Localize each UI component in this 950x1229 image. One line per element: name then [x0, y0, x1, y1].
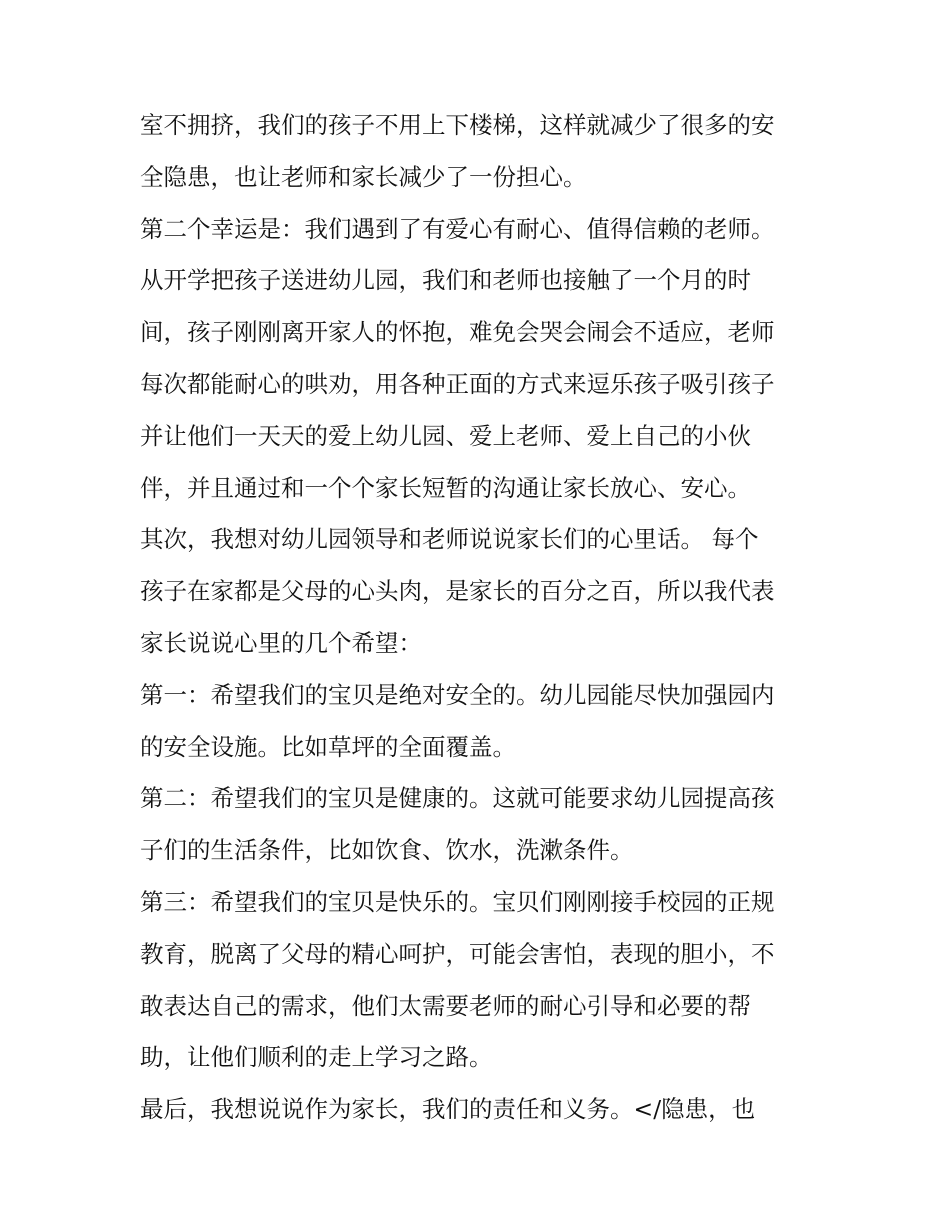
- text-line: 子们的生活条件，比如饮食、饮水，洗漱条件。: [140, 836, 634, 865]
- document-body: [140, 100, 820, 1136]
- text-line: 家长说说心里的几个希望：: [140, 628, 422, 657]
- text-line: 全隐患，也让老师和家长减少了一份担心。: [140, 162, 587, 191]
- text-line: 室不拥挤，我们的孩子不用上下楼梯，这样就减少了很多的安: [140, 111, 775, 139]
- text-line: 敢表达自己的需求，他们太需要老师的耐心引导和必要的帮: [140, 991, 751, 1020]
- text-line: 第一：希望我们的宝贝是绝对安全的。幼儿园能尽快加强园内: [140, 680, 775, 709]
- text-line: 第二个幸运是：我们遇到了有爱心有耐心、值得信赖的老师。: [140, 214, 775, 243]
- text-line: 伴，并且通过和一个个家长短暂的沟通让家长放心、安心。: [140, 473, 751, 502]
- text-line: 第三：希望我们的宝贝是快乐的。宝贝们刚刚接手校园的正规: [140, 887, 775, 916]
- text-line: 孩子在家都是父母的心头肉，是家长的百分之百，所以我代表: [140, 577, 775, 606]
- text-line: 第二：希望我们的宝贝是健康的。这就可能要求幼儿园提高孩: [140, 784, 775, 813]
- text-line: 的安全设施。比如草坪的全面覆盖。: [140, 732, 516, 761]
- text-line: 每次都能耐心的哄劝，用各种正面的方式来逗乐孩子吸引孩子: [140, 369, 775, 398]
- text-line: 助，让他们顺利的走上学习之路。: [140, 1043, 493, 1072]
- text-line: 其次，我想对幼儿园领导和老师说说家长们的心里话。 每个: [140, 525, 759, 554]
- text-line: 从开学把孩子送进幼儿园，我们和老师也接触了一个月的时: [140, 266, 751, 295]
- text-line: 间，孩子刚刚离开家人的怀抱，难免会哭会闹会不适应，老师: [140, 318, 775, 347]
- text-line: 教育，脱离了父母的精心呵护，可能会害怕，表现的胆小，不: [140, 939, 775, 968]
- text-line: 最后，我想说说作为家长，我们的责任和义务。</隐患，也: [140, 1095, 756, 1124]
- text-line: 并让他们一天天的爱上幼儿园、爱上老师、爱上自己的小伙: [140, 421, 751, 450]
